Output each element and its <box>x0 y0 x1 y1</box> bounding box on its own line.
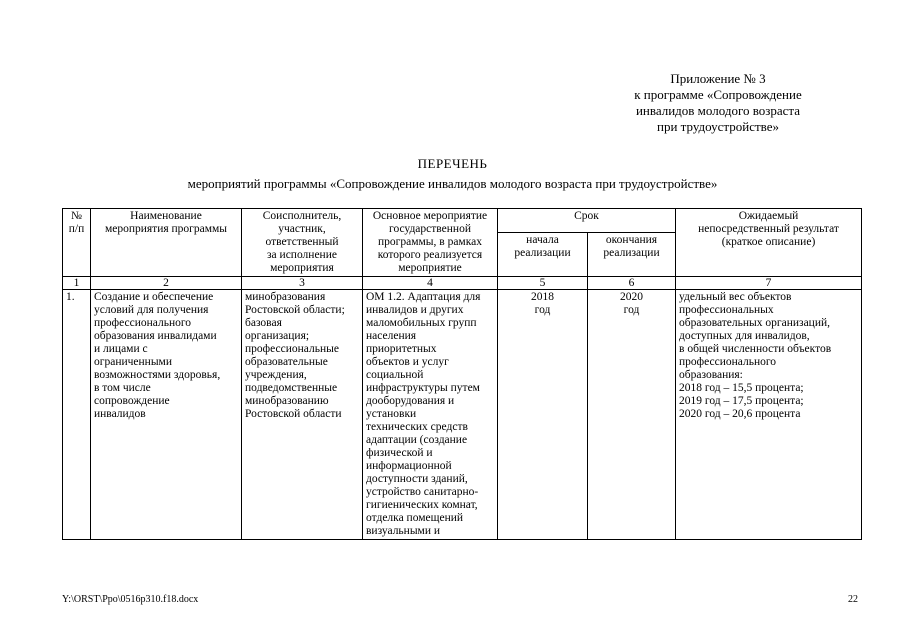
table-row <box>63 290 862 540</box>
row-start: 2018 год <box>498 290 588 540</box>
header-num: № п/п <box>63 209 91 277</box>
header-row <box>63 209 862 233</box>
document-subtitle: мероприятий программы «Сопровождение инвалидов молодого возраста при трудоустройстве» <box>187 176 718 191</box>
column-number-row <box>63 277 862 290</box>
row-main-event: ОМ 1.2. Адаптация для инвалидов и других маломобильных групп населения приоритетных объектов и услуг социальной инфраструктуры путем дооборудования и установки технических средств адаптации (создание физической и информационной доступности зданий, устройство санитарно- гигиенических комнат, отделка помещений визуальными и <box>363 290 498 540</box>
column-number: 4 <box>363 277 498 290</box>
appendix-header <box>588 71 848 135</box>
header-main-event: Основное мероприятие государственной программы, в рамках которого реализуется мероприятие <box>363 209 498 277</box>
events-table <box>62 208 862 540</box>
column-number: 7 <box>676 277 862 290</box>
header-result: Ожидаемый непосредственный результат (краткое описание) <box>676 209 862 277</box>
appendix-line: Приложение № 3 <box>670 71 766 86</box>
header-start: начала реализации <box>498 233 588 277</box>
row-end: 2020 год <box>588 290 676 540</box>
column-number: 6 <box>588 277 676 290</box>
row-num: 1. <box>63 290 91 540</box>
header-end: окончания реализации <box>588 233 676 277</box>
appendix-line: инвалидов молодого возраста <box>635 103 801 118</box>
header-executor: Соисполнитель, участник, ответственный за исполнение мероприятия <box>242 209 363 277</box>
appendix-line: при трудоустройстве» <box>657 119 779 134</box>
document-title: ПЕРЕЧЕНЬ <box>417 156 488 171</box>
column-number: 1 <box>63 277 91 290</box>
row-name: Создание и обеспечение условий для получения профессионального образования инвалидами и лицами с ограниченными возможностями здоровья, в том числе сопровождение инвалидов <box>91 290 242 540</box>
header-name: Наименование мероприятия программы <box>91 209 242 277</box>
header-term: Срок <box>498 209 676 233</box>
footer-file-path: Y:\ORST\Ppo\0516p310.f18.docx <box>62 594 199 605</box>
column-number: 5 <box>498 277 588 290</box>
column-number: 3 <box>242 277 363 290</box>
appendix-line: к программе «Сопровождение <box>634 87 802 102</box>
page-number: 22 <box>848 594 858 605</box>
row-executor: минобразования Ростовской области; базовая организация; профессиональные образовательные учреждения, подведомственные минобразованию Ростовской области <box>242 290 363 540</box>
row-result: удельный вес объектов профессиональных образовательных организаций, доступных для инвалидов, в общей численности объектов профессионального образования: 2018 год – 15,5 процента; 2019 год – 17,5 процента; 2020 год – 20,6 процента <box>676 290 862 540</box>
column-number: 2 <box>91 277 242 290</box>
